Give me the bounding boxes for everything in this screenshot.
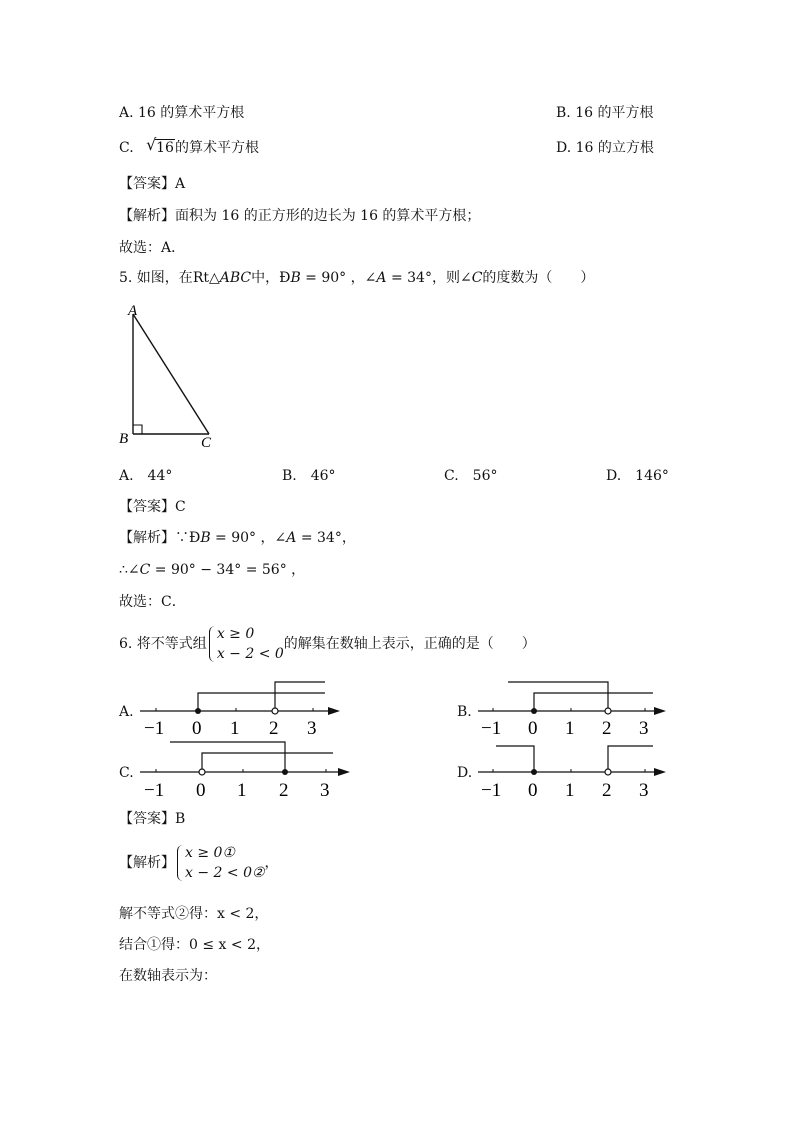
q6-stem [119, 624, 536, 664]
sqrt-radical [146, 135, 175, 158]
q4-option-c [119, 135, 259, 158]
q6-analysis-system [175, 843, 265, 883]
q6-option-a-label: A. [119, 704, 134, 720]
tick-label: 3 [639, 780, 649, 801]
closed-dot-icon [531, 769, 537, 775]
q5-step [119, 560, 305, 580]
q4-option-d: D. 16 的立方根 [556, 140, 654, 156]
q5-stem-c: C [471, 270, 483, 286]
q6-show-line: 在数轴表示为： [119, 968, 217, 984]
arrow-icon [654, 707, 666, 715]
q4-analysis: 【解析】面积为 16 的正方形的边长为 16 的算术平方根； [119, 208, 481, 224]
arrow-icon [338, 768, 350, 776]
vertex-label-a: A [128, 303, 138, 319]
q6-solve-line: 解不等式②得：x < 2， [119, 906, 269, 922]
q6-analysis [119, 843, 279, 883]
tick-label: −1 [481, 718, 502, 739]
tick-label: 0 [528, 780, 538, 801]
q6-analysis-tail: ， [264, 855, 279, 871]
side-ac [133, 314, 209, 434]
tick-label: 2 [602, 718, 612, 739]
tick-label: 1 [565, 718, 575, 739]
open-dot-icon [272, 708, 278, 714]
open-dot-icon [605, 708, 611, 714]
tick-label: 3 [639, 718, 649, 739]
q4-option-c-prefix: C. [119, 140, 134, 156]
q5-stem-mid2: = 90° ，∠ [300, 270, 377, 286]
q5-stem-end: 的度数为（ ） [482, 270, 595, 286]
q6-option-b-label: B. [457, 704, 472, 720]
closed-dot-icon [282, 769, 288, 775]
q5-analysis-mid: = 90° ，∠ [210, 530, 287, 546]
arrow-icon [328, 707, 340, 715]
number-line-b [478, 680, 673, 740]
q6-combine-line: 结合①得：0 ≤ x < 2， [119, 937, 270, 953]
tick-label: 2 [602, 780, 612, 801]
q5-stem-abc: ABC [219, 270, 252, 286]
q4-answer: 【答案】A [119, 176, 186, 192]
tick-label: 1 [230, 718, 240, 739]
q6-analysis-label: 【解析】 [119, 855, 175, 871]
q4-option-a: A. 16 的算术平方根 [119, 105, 245, 121]
solution-ray-x-ge-0 [198, 693, 325, 711]
vertex-label-b: B [119, 431, 129, 447]
q6-option-d-label: D. [457, 765, 473, 781]
q5-analysis-b: B [200, 530, 211, 546]
triangle-figure [115, 300, 225, 455]
q5-answer: 【答案】C [119, 499, 186, 515]
q4-choice: 故选：A． [119, 240, 186, 256]
solution-ray-x-gt-2 [608, 746, 653, 772]
closed-dot-icon [195, 708, 201, 714]
q5-stem [119, 268, 594, 288]
q5-stem-mid1: 中，Ð [251, 270, 291, 286]
q6-system-row-2: x − 2 < 0 [216, 646, 284, 662]
number-line-c [140, 740, 355, 802]
q5-stem-mid3: = 34°，则∠ [386, 270, 472, 286]
q5-option-b: B. 46° [282, 468, 336, 484]
q5-stem-a: A [376, 270, 387, 286]
q5-stem-prefix: 5. 如图，在 [119, 270, 193, 286]
q5-option-d: D. 146° [606, 468, 669, 484]
solution-ray-x-lt-2 [508, 682, 608, 711]
tick-label: 0 [528, 718, 538, 739]
tick-label: 3 [307, 718, 317, 739]
q4-option-b: B. 16 的平方根 [556, 105, 654, 121]
q5-choice: 故选：C． [119, 594, 186, 610]
tick-label: 2 [269, 718, 279, 739]
q6-answer: 【答案】B [119, 811, 186, 827]
q5-step-c: C [139, 562, 151, 578]
q5-step-end: = 90° − 34° = 56° ， [150, 562, 306, 578]
number-line-a [140, 680, 345, 740]
tick-label: −1 [481, 780, 502, 801]
vertex-label-c: C [201, 435, 212, 451]
q5-analysis-end: = 34°， [296, 530, 356, 546]
q5-analysis-prefix: 【解析】∵Ð [119, 530, 201, 546]
closed-dot-icon [531, 708, 537, 714]
q4-option-c-suffix: 的算术平方根 [174, 140, 259, 156]
q6-inequality-system [207, 624, 284, 664]
q5-option-c: C. 56° [444, 468, 498, 484]
tick-label: 3 [320, 780, 330, 801]
solution-ray-x-ge-0 [534, 693, 653, 711]
open-dot-icon [199, 769, 205, 775]
tick-label: 1 [237, 780, 247, 801]
right-angle-mark-icon [133, 425, 142, 434]
q6-system-row-1: x ≥ 0 [216, 626, 255, 642]
tick-label: −1 [144, 718, 165, 739]
q5-stem-rt: Rt△ [192, 270, 220, 286]
open-dot-icon [605, 769, 611, 775]
tick-label: 0 [196, 780, 206, 801]
q6-analysis-row-1: x ≥ 0① [185, 845, 235, 861]
q6-analysis-row-2: x − 2 < 0② [185, 865, 265, 881]
number-line-d [478, 740, 673, 802]
q5-analysis [119, 528, 356, 548]
tick-label: 0 [192, 718, 202, 739]
q6-stem-end: 的解集在数轴上表示，正确的是（ ） [283, 636, 536, 652]
tick-label: 2 [279, 780, 289, 801]
q6-stem-prefix: 6. 将不等式组 [119, 636, 207, 652]
arrow-icon [654, 768, 666, 776]
q5-stem-b: B [290, 270, 301, 286]
q4-option-c-radicand: 16 [156, 140, 174, 156]
q5-option-a: A. 44° [119, 468, 173, 484]
solution-ray-x-ge-2 [275, 682, 325, 711]
solution-ray-x-le-0 [496, 746, 534, 772]
solution-ray-x-le-2 [170, 742, 285, 772]
solution-ray-x-gt-0 [202, 753, 333, 772]
radical-sign-icon: √ [146, 135, 157, 154]
q5-analysis-a: A [286, 530, 297, 546]
tick-label: −1 [144, 780, 165, 801]
q6-option-c-label: C. [119, 765, 134, 781]
q5-step-prefix: ∴∠ [119, 562, 140, 578]
tick-label: 1 [565, 780, 575, 801]
